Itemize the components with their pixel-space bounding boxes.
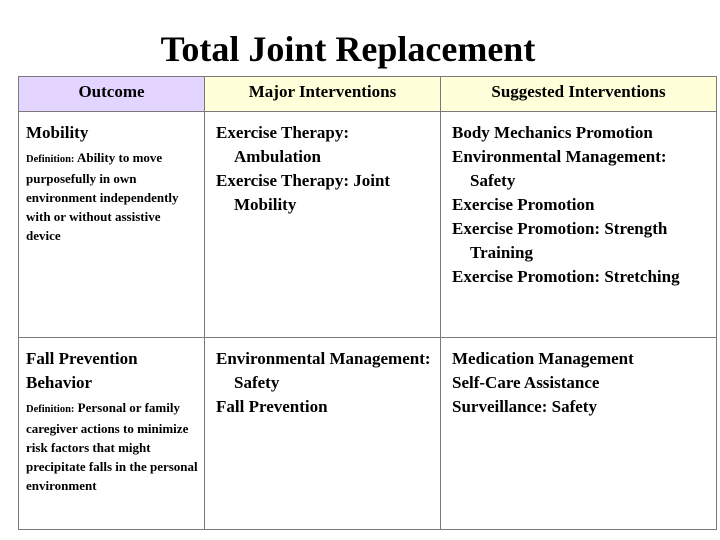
definition-label: Definition:: [26, 154, 75, 165]
outcome-definition: [26, 398, 198, 495]
list-item: Exercise Therapy: Ambulation: [216, 123, 349, 166]
list-item: Body Mechanics Promotion: [452, 123, 653, 142]
outcome-cell: [19, 338, 205, 530]
list-item: Surveillance: Safety: [452, 397, 597, 416]
table-row: [19, 338, 717, 530]
outcome-name: Mobility: [26, 123, 89, 142]
outcome-definition: [26, 148, 198, 245]
outcome-cell: [19, 112, 205, 338]
definition-text: Personal or family caregiver actions to minimize risk factors that might precipitate falls in the personal environment: [26, 400, 198, 493]
table-row: [19, 112, 717, 338]
list-item: Environmental Management: Safety: [452, 147, 667, 190]
suggested-interventions-column-header: Suggested Interventions: [441, 77, 717, 112]
major-interventions-column-header: Major Interventions: [205, 77, 441, 112]
list-item: Exercise Promotion: [452, 195, 595, 214]
list-item: Exercise Therapy: Joint Mobility: [216, 171, 391, 214]
list-item: Exercise Promotion: Stretching: [452, 267, 680, 286]
list-item: Medication Management: [452, 349, 634, 368]
outcome-column-header: Outcome: [19, 77, 205, 112]
outcome-name: Fall Prevention Behavior: [26, 349, 138, 392]
page-title: Total Joint Replacement: [160, 29, 536, 69]
interventions-table: [18, 76, 717, 530]
definition-label: Definition:: [26, 404, 75, 415]
definition-text: Ability to move purposefully in own environment independently with or without assistive device: [26, 150, 179, 243]
suggested-interventions-cell: [441, 112, 717, 338]
major-interventions-cell: [205, 112, 441, 338]
suggested-interventions-cell: [441, 338, 717, 530]
list-item: Fall Prevention: [216, 397, 328, 416]
list-item: Self-Care Assistance: [452, 373, 600, 392]
list-item: Exercise Promotion: Strength Training: [452, 219, 668, 262]
header-row: [19, 77, 717, 112]
major-interventions-cell: [205, 338, 441, 530]
list-item: Environmental Management: Safety: [216, 349, 431, 392]
